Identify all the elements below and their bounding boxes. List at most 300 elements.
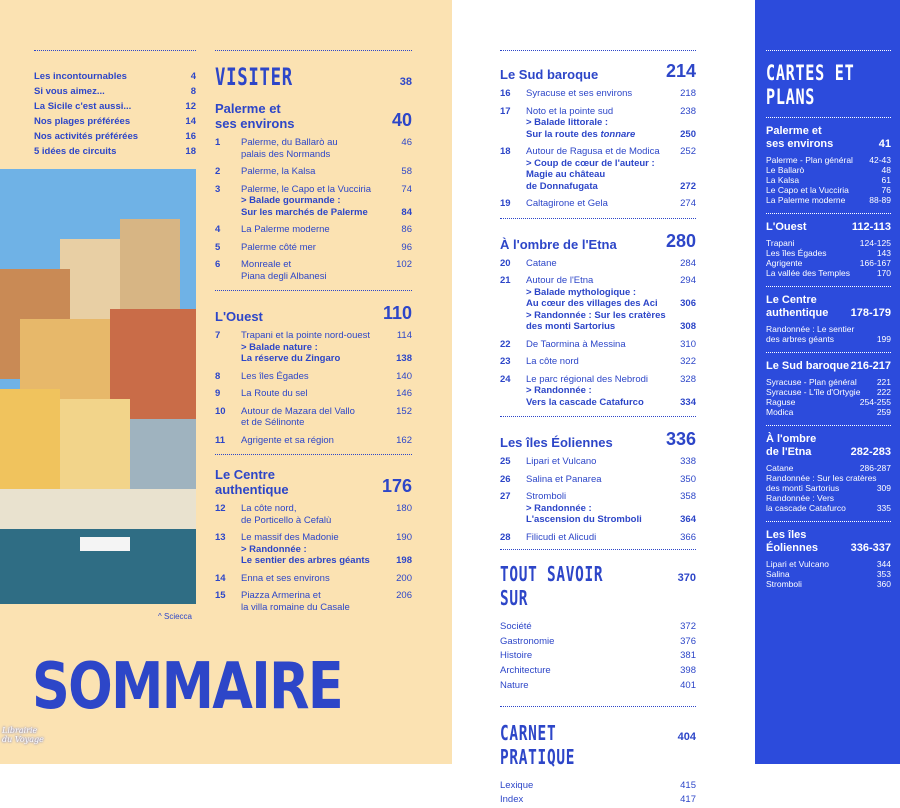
toc-row	[500, 474, 696, 486]
toc-subitem-page: 138	[396, 353, 412, 364]
toc-item[interactable]	[500, 532, 696, 544]
toc-item[interactable]	[215, 330, 412, 365]
toc-number: 3	[215, 183, 221, 195]
toc-item[interactable]	[215, 573, 412, 585]
region-title: L'Ouest	[215, 309, 263, 324]
toc-row	[215, 242, 412, 254]
cartes-page: 254-255	[859, 397, 891, 407]
toc-item[interactable]	[215, 184, 412, 219]
cartes-section-title: Le Centre authentique	[766, 294, 829, 319]
cartes-row[interactable]	[766, 248, 891, 258]
cartes-section	[766, 286, 891, 352]
cartes-label: La vallée des Temples	[766, 268, 850, 278]
toc-number: 13	[215, 532, 226, 543]
visiter-page: 38	[399, 76, 412, 88]
cartes-page: 259	[876, 407, 891, 417]
toc-row	[215, 532, 412, 544]
toc-label: La côte nord	[526, 356, 579, 367]
toc-label: Lipari et Vulcano	[526, 456, 597, 467]
toc-subitem-label: > Randonnée : Le sentier des arbres géants	[241, 543, 370, 566]
cartes-page: 222	[876, 387, 891, 397]
toc-item[interactable]	[500, 106, 696, 141]
cartes-row[interactable]	[766, 463, 891, 473]
toc-row	[215, 435, 412, 447]
toc-page: 366	[680, 531, 696, 543]
plain-page: 398	[680, 665, 696, 677]
toc-label: Le massif des Madonie	[241, 532, 339, 543]
toc-page: 218	[680, 88, 696, 99]
plain-label: Nature	[500, 679, 529, 691]
toc-row	[215, 137, 412, 160]
region-page: 336	[665, 429, 696, 449]
tout-savoir-page: 370	[677, 572, 696, 584]
toc-subitem	[215, 342, 412, 365]
cartes-section-page: 282-283	[850, 446, 891, 458]
visiter-column	[215, 50, 412, 619]
toc-page: 102	[396, 259, 412, 270]
region-page: 110	[382, 303, 412, 323]
toc-item[interactable]	[500, 275, 696, 333]
cartes-section-page: 216-217	[850, 360, 891, 372]
cartes-label: Salina	[766, 569, 790, 579]
cartes-row[interactable]	[766, 397, 891, 407]
toc-subitem-page: 308	[680, 321, 696, 332]
cartes-page: 42-43	[869, 155, 891, 165]
highlight-page: 8	[190, 86, 196, 97]
highlight-page: 14	[185, 116, 196, 127]
toc-number: 4	[215, 224, 221, 235]
cartes-page: 170	[876, 268, 891, 278]
toc-number: 9	[215, 388, 221, 399]
toc-label: Palerme, la Kalsa	[241, 166, 316, 177]
toc-row	[500, 456, 696, 468]
plain-row[interactable]	[500, 793, 696, 808]
cartes-section-heading	[766, 221, 891, 234]
highlight-label: 5 idées de circuits	[34, 146, 117, 157]
toc-label: Piazza Armerina et la villa romaine du Casale	[241, 590, 350, 613]
toc-region	[500, 51, 696, 210]
cartes-section	[766, 352, 891, 425]
photo-caption: ^ Sciecca	[158, 612, 192, 621]
toc-item[interactable]	[500, 374, 696, 409]
toc-label: Salina et Panarea	[526, 473, 602, 485]
toc-number: 2	[215, 166, 221, 177]
toc-region	[215, 91, 412, 282]
toc-subitem-page: 364	[680, 514, 696, 525]
cartes-section-page: 336-337	[850, 542, 891, 554]
cartes-section-title: Le Sud baroque	[766, 360, 850, 372]
toc-item[interactable]	[215, 406, 412, 429]
toc-number: 14	[215, 572, 226, 584]
toc-page: 322	[680, 356, 696, 367]
cartes-row[interactable]	[766, 238, 891, 248]
carnet-page: 404	[677, 730, 696, 743]
toc-region	[215, 290, 412, 446]
toc-item[interactable]	[500, 146, 696, 192]
toc-page: 190	[396, 532, 412, 543]
cartes-section	[766, 521, 891, 597]
toc-page: 252	[680, 146, 696, 157]
toc-number: 12	[215, 503, 226, 514]
toc-region	[500, 416, 696, 543]
toc-number: 8	[215, 370, 221, 382]
cartes-label: Randonnée : Le sentier des arbres géants	[766, 324, 855, 344]
toc-item[interactable]	[215, 532, 412, 567]
toc-item[interactable]	[500, 456, 696, 468]
cartes-row[interactable]	[766, 165, 891, 175]
toc-row	[215, 406, 412, 429]
toc-region	[500, 218, 696, 409]
cartes-label: Raguse	[766, 397, 796, 407]
cartes-row[interactable]	[766, 569, 891, 579]
bookshop-logo: Librairie du Voyage	[2, 726, 44, 744]
toc-item[interactable]	[215, 259, 412, 282]
cartes-label: Palerme - Plan général	[766, 155, 853, 165]
toc-label: Palerme côté mer	[241, 241, 316, 253]
tout-savoir-section	[500, 549, 696, 694]
region-page: 176	[381, 476, 412, 496]
cartes-column	[766, 50, 891, 597]
region-heading	[500, 231, 696, 252]
plain-row[interactable]	[500, 635, 696, 650]
cartes-row[interactable]	[766, 324, 891, 344]
cartes-row[interactable]	[766, 493, 891, 513]
toc-label: Le parc régional des Nebrodi	[526, 373, 648, 385]
toc-row	[215, 503, 412, 526]
plain-row[interactable]	[500, 664, 696, 679]
plain-label: Société	[500, 621, 532, 632]
toc-label: Trapani et la pointe nord-ouest	[241, 330, 371, 341]
toc-subitem-page: 306	[680, 298, 696, 309]
cartes-label: Catane	[766, 463, 794, 473]
toc-number: 15	[215, 590, 226, 601]
toc-item[interactable]	[215, 166, 412, 178]
cartes-row[interactable]	[766, 579, 891, 589]
toc-page: 46	[401, 137, 412, 148]
toc-number: 22	[500, 338, 511, 350]
cartes-row[interactable]	[766, 268, 891, 278]
cartes-page: 335	[876, 503, 891, 513]
plain-label: Gastronomie	[500, 635, 555, 647]
toc-number: 26	[500, 473, 511, 485]
highlight-page: 18	[185, 146, 196, 157]
carnet-section	[500, 706, 696, 808]
plain-label: Index	[500, 794, 524, 806]
middle-regions	[500, 51, 696, 543]
highlight-row[interactable]	[34, 69, 196, 84]
toc-row	[500, 374, 696, 386]
toc-subitem-page: 334	[680, 396, 696, 408]
toc-label: Monreale et Piana degli Albanesi	[241, 259, 327, 282]
tout-savoir-label: TOUT SAVOIR SUR	[500, 562, 604, 610]
toc-subitem-label: > Randonnée : Vers la cascade Catafurco	[526, 385, 644, 408]
toc-row	[215, 166, 412, 178]
toc-label: Catane	[526, 257, 557, 269]
cartes-page: 76	[881, 185, 891, 195]
toc-number: 24	[500, 373, 511, 385]
toc-number: 19	[500, 198, 511, 209]
toc-page: 180	[396, 503, 412, 514]
cartes-label: Le Capo et la Vucciria	[766, 185, 849, 195]
toc-subitem	[500, 503, 696, 526]
region-title: À l'ombre de l'Etna	[500, 236, 617, 252]
toc-subitem-label: > Balade littorale : Sur la route des tonnare	[526, 117, 636, 140]
toc-label: Agrigente et sa région	[241, 434, 334, 446]
plain-page: 415	[680, 779, 696, 791]
toc-number: 17	[500, 105, 511, 117]
toc-row	[500, 198, 696, 210]
toc-row	[500, 106, 696, 118]
toc-page: 284	[680, 257, 696, 269]
cartes-section-page: 178-179	[850, 307, 891, 319]
toc-page: 96	[401, 241, 412, 253]
cartes-page: 353	[876, 569, 891, 579]
toc-label: La Palerme moderne	[241, 224, 330, 235]
cartes-label: La Palerme moderne	[766, 195, 846, 205]
toc-subitem-page: 198	[396, 555, 412, 566]
cartes-row[interactable]	[766, 185, 891, 195]
highlight-label: Les incontournables	[34, 71, 127, 82]
toc-item[interactable]	[500, 198, 696, 210]
toc-number: 23	[500, 356, 511, 367]
toc-subitem	[500, 158, 696, 193]
page-title: SOMMAIRE	[32, 650, 343, 724]
cartes-row[interactable]	[766, 258, 891, 268]
plain-label: Lexique	[500, 779, 534, 791]
toc-number: 20	[500, 257, 511, 269]
toc-row	[215, 259, 412, 282]
highlight-row[interactable]	[34, 114, 196, 129]
toc-row	[500, 275, 696, 287]
carnet-label: CARNET PRATIQUE	[500, 720, 576, 769]
cartes-label: La Kalsa	[766, 175, 800, 185]
toc-label: Les îles Égades	[241, 370, 309, 382]
plain-row[interactable]	[500, 649, 696, 664]
highlight-row[interactable]	[34, 84, 196, 99]
plain-row[interactable]	[500, 620, 696, 635]
toc-number: 7	[215, 330, 221, 341]
toc-item[interactable]	[500, 339, 696, 351]
toc-page: 294	[680, 275, 696, 286]
toc-item[interactable]	[500, 356, 696, 368]
toc-page: 114	[396, 330, 412, 341]
cartes-label: Les îles Égades	[766, 248, 827, 258]
toc-subitem	[500, 385, 696, 408]
cartes-section	[766, 213, 891, 286]
cartes-section-title: Palerme et ses environs	[766, 125, 834, 150]
toc-page: 328	[680, 373, 696, 385]
toc-page: 140	[396, 370, 412, 382]
toc-page: 74	[401, 183, 412, 195]
toc-subitem	[215, 544, 412, 567]
toc-item[interactable]	[215, 137, 412, 160]
cartes-section-title: À l'ombre de l'Etna	[766, 433, 817, 458]
toc-item[interactable]	[215, 435, 412, 447]
highlight-label: Si vous aimez...	[34, 86, 105, 97]
toc-subitem-label: > Randonnée : L'ascension du Stromboli	[526, 502, 642, 525]
toc-item[interactable]	[500, 474, 696, 486]
toc-item[interactable]	[215, 224, 412, 236]
cartes-row[interactable]	[766, 473, 891, 493]
highlight-label: Nos plages préférées	[34, 116, 131, 127]
cartes-row[interactable]	[766, 559, 891, 569]
toc-item[interactable]	[215, 371, 412, 383]
region-title: Le Centre authentique	[215, 467, 289, 497]
cartes-page: 286-287	[859, 463, 891, 473]
toc-subitem	[500, 310, 696, 333]
plain-row[interactable]	[500, 779, 696, 794]
cartes-section-heading	[766, 529, 891, 555]
highlight-row[interactable]	[34, 99, 196, 114]
cartes-section-heading	[766, 433, 891, 459]
toc-label: Stromboli	[526, 491, 567, 502]
cartes-section-title: Les îles Éoliennes	[766, 529, 818, 554]
cartes-label: Trapani	[766, 238, 795, 248]
toc-label: De Taormina à Messina	[526, 338, 626, 350]
cartes-label: Modica	[766, 407, 794, 417]
highlight-label: La Sicile c'est aussi...	[34, 101, 132, 112]
toc-page: 152	[396, 405, 412, 417]
toc-number: 25	[500, 456, 511, 467]
cartes-section-heading	[766, 125, 891, 151]
cartes-section-title: L'Ouest	[766, 221, 807, 233]
toc-row	[215, 371, 412, 383]
highlight-row[interactable]	[34, 144, 196, 159]
toc-number: 21	[500, 275, 511, 286]
toc-row	[215, 573, 412, 585]
region-page: 40	[391, 110, 412, 130]
toc-label: Filicudi et Alicudi	[526, 531, 597, 543]
region-title: Les îles Éoliennes	[500, 435, 613, 450]
toc-subitem-label: > Coup de cœur de l'auteur : Magie au château de Donnafugata	[526, 157, 655, 192]
region-title: Palerme et ses environs	[215, 101, 295, 131]
toc-label: Syracuse et ses environs	[526, 88, 633, 99]
cartes-row[interactable]	[766, 175, 891, 185]
visiter-heading	[215, 51, 412, 91]
cartes-page: 199	[876, 334, 891, 344]
toc-row	[500, 258, 696, 270]
toc-subitem	[215, 195, 412, 218]
cartes-label: Syracuse - L'île d'Ortygie	[766, 387, 861, 397]
toc-row	[500, 356, 696, 368]
toc-label: Palerme, le Capo et la Vucciria	[241, 183, 372, 195]
toc-label: La Route du sel	[241, 388, 308, 399]
toc-row	[500, 146, 696, 158]
toc-region	[215, 454, 412, 613]
cartes-row[interactable]	[766, 387, 891, 397]
cartes-section-heading	[766, 360, 891, 373]
toc-item[interactable]	[500, 491, 696, 526]
visiter-regions	[215, 91, 412, 613]
toc-subitem-page: 250	[680, 128, 696, 140]
toc-row	[215, 224, 412, 236]
plain-page: 417	[680, 794, 696, 806]
toc-page: 350	[680, 473, 696, 485]
toc-item[interactable]	[500, 258, 696, 270]
cartes-row[interactable]	[766, 377, 891, 387]
middle-column	[500, 50, 696, 808]
toc-subitem	[500, 117, 696, 140]
toc-page: 310	[680, 338, 696, 350]
cartes-section-heading	[766, 294, 891, 320]
toc-subitem-label: > Randonnée : Sur les cratères des monti Sartorius	[526, 309, 666, 332]
toc-number: 10	[215, 405, 226, 417]
plain-page: 372	[680, 621, 696, 632]
cartes-page: 309	[876, 483, 891, 493]
toc-number: 18	[500, 146, 511, 157]
toc-number: 6	[215, 259, 221, 270]
region-heading	[215, 101, 412, 131]
toc-row	[215, 330, 412, 342]
toc-label: Autour de Mazara del Vallo et de Sélinonte	[241, 405, 355, 428]
cartes-sections	[766, 117, 891, 597]
cartes-row[interactable]	[766, 155, 891, 165]
cartes-page: 344	[876, 559, 891, 569]
plain-page: 401	[680, 679, 696, 691]
toc-label: Noto et la pointe sud	[526, 105, 614, 117]
toc-page: 358	[680, 491, 696, 502]
region-heading	[500, 429, 696, 450]
toc-page: 238	[680, 105, 696, 117]
toc-item[interactable]	[215, 590, 412, 613]
highlight-label: Nos activités préférées	[34, 131, 139, 142]
cartes-section	[766, 425, 891, 521]
toc-item[interactable]	[215, 503, 412, 526]
cartes-label: Le Ballarò	[766, 165, 805, 175]
toc-item[interactable]	[215, 388, 412, 400]
toc-row	[500, 532, 696, 544]
region-title: Le Sud baroque	[500, 67, 599, 82]
toc-label: Autour de Ragusa et de Modica	[526, 146, 660, 157]
cartes-row[interactable]	[766, 195, 891, 205]
toc-number: 27	[500, 491, 511, 502]
toc-page: 338	[680, 456, 696, 467]
toc-subitem-label: > Balade gourmande : Sur les marchés de Palerme	[241, 195, 368, 218]
cartes-page: 360	[876, 579, 891, 589]
toc-page: 206	[396, 590, 412, 601]
highlight-page: 16	[185, 131, 196, 142]
plain-label: Architecture	[500, 665, 551, 677]
toc-page: 200	[396, 572, 412, 584]
toc-subitem-italic: tonnare	[600, 128, 636, 140]
cartes-page: 166-167	[859, 258, 891, 268]
toc-row	[500, 88, 696, 100]
toc-label: Caltagirone et Gela	[526, 198, 608, 209]
cartes-page: 221	[876, 377, 891, 387]
toc-label: Enna et ses environs	[241, 572, 330, 584]
highlight-row[interactable]	[34, 129, 196, 144]
toc-subitem	[500, 287, 696, 310]
toc-item[interactable]	[500, 88, 696, 100]
toc-row	[215, 590, 412, 613]
cartes-row[interactable]	[766, 407, 891, 417]
cartes-page: 88-89	[869, 195, 891, 205]
region-page: 280	[665, 230, 696, 251]
plain-row[interactable]	[500, 679, 696, 694]
town-photo	[0, 169, 196, 604]
cartes-page: 61	[881, 175, 891, 185]
toc-label: Autour de l'Etna	[526, 275, 594, 286]
toc-number: 16	[500, 88, 511, 99]
toc-item[interactable]	[215, 242, 412, 254]
toc-row	[500, 491, 696, 503]
plain-page: 381	[680, 650, 696, 662]
cartes-section	[766, 117, 891, 213]
highlights-list	[34, 50, 196, 159]
toc-label: Palerme, du Ballarò au palais des Normands	[241, 137, 338, 160]
visiter-label: VISITER	[215, 63, 293, 91]
cartes-label: Syracuse - Plan général	[766, 377, 857, 387]
